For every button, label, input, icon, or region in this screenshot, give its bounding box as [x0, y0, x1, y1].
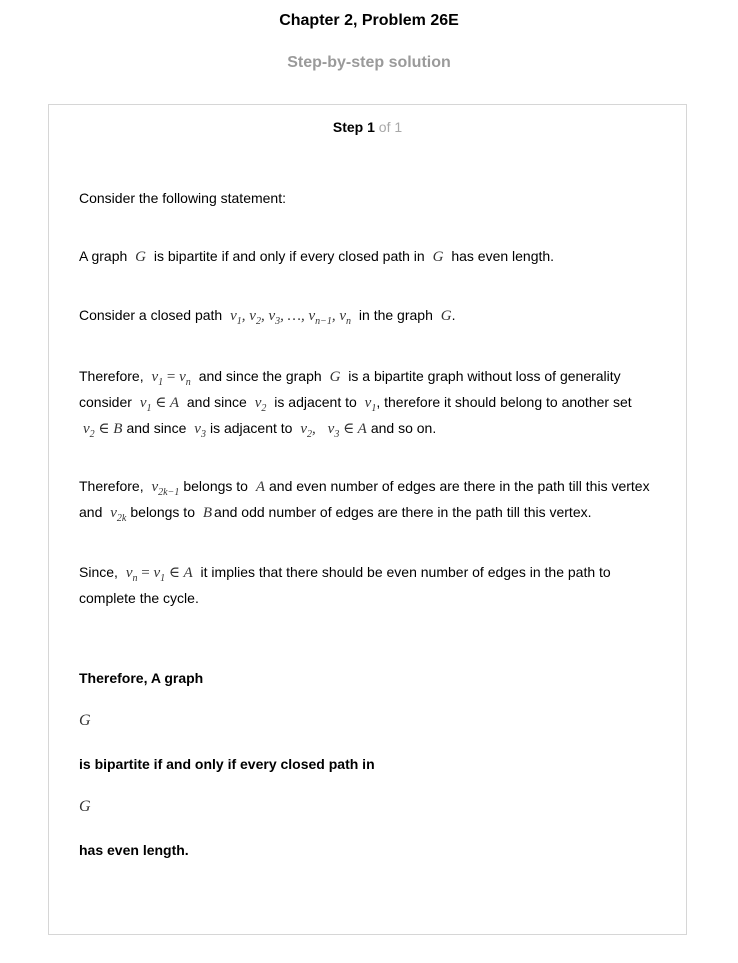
- math-v2: $v_2$: [254, 395, 267, 414]
- text-segment: and odd number of edges are there in the path till this vertex.: [214, 504, 592, 520]
- math-v3: $v_3$: [194, 421, 206, 440]
- text-segment: and since the graph: [198, 368, 322, 384]
- text-segment: Since,: [79, 564, 118, 580]
- math-v1: $v_1$: [364, 395, 377, 414]
- text-segment: has even length.: [451, 248, 555, 264]
- step-label: Step: [332, 119, 364, 135]
- step-of-total: of 1: [378, 119, 403, 135]
- text-segment: A graph: [79, 248, 128, 264]
- text-segment: is bipartite if and only if every closed path in: [153, 248, 425, 264]
- text-segment: it implies that there should be even number of edges in the path to complete the cycle.: [79, 564, 611, 606]
- final-answer-math-G: [79, 794, 659, 819]
- text-segment: is adjacent to: [274, 394, 357, 410]
- paragraph-intro: Consider the following statement:: [79, 190, 286, 206]
- step-number: 1: [367, 119, 375, 135]
- page-subtitle: Step-by-step solution: [287, 54, 451, 71]
- text-segment: belongs to: [130, 504, 195, 520]
- text-segment: .: [451, 307, 456, 323]
- math-v2: $v_2$,: [300, 421, 316, 440]
- math-G: G: [79, 798, 91, 815]
- text-segment: Therefore,: [79, 368, 144, 384]
- paragraph-closed-path: [79, 303, 659, 329]
- text-segment: and so on.: [370, 420, 437, 436]
- text-segment: and since: [186, 394, 247, 410]
- math-v3-in-A: $v_3$ ∈ A: [327, 421, 367, 440]
- text-segment: and since: [126, 420, 187, 436]
- math-B: B: [202, 505, 213, 521]
- math-v2k: $v_{2k}$: [110, 505, 127, 524]
- paragraph-statement: [79, 244, 659, 270]
- math-v2-in-B: $v_2$ ∈ B: [83, 421, 123, 440]
- text-segment: is a bipartite graph without loss of generality consider: [79, 368, 621, 410]
- math-vn-equals-v1-in-A: $v_n = v_1$ ∈ A: [125, 565, 193, 584]
- math-G: G: [79, 712, 91, 729]
- solution-card: [48, 104, 687, 935]
- math-closed-path: $v_1$, $v_2$, $v_3$, …, $v_{n-1}$, $v_n$: [230, 308, 352, 327]
- math-v1-equals-vn: $v_1 = v_n$: [151, 369, 191, 388]
- text-segment: is adjacent to: [209, 420, 293, 436]
- math-v1-in-A: $v_1$ ∈ A: [139, 395, 179, 414]
- text-segment: in the graph: [358, 307, 433, 323]
- final-answer-math-G: [79, 708, 659, 733]
- text-segment: Consider a closed path: [79, 307, 223, 323]
- math-G: G: [135, 249, 146, 265]
- math-G: G: [432, 249, 444, 265]
- math-G: G: [440, 308, 452, 324]
- text-segment: Therefore,: [79, 478, 144, 494]
- final-answer-line-1: Therefore, A graph: [79, 670, 204, 686]
- math-v2k-minus-1: $v_{2k-1}$: [151, 479, 180, 498]
- final-answer-line-2: is bipartite if and only if every closed path in: [79, 756, 375, 772]
- text-segment: , therefore it should belong to another set: [376, 394, 632, 410]
- final-answer-line-3: has even length.: [79, 842, 189, 858]
- step-heading: [49, 119, 686, 135]
- math-G: G: [329, 369, 341, 385]
- text-segment: belongs to: [183, 478, 248, 494]
- math-A: A: [255, 479, 266, 495]
- paragraph-bipartite-sets: [79, 364, 659, 442]
- paragraph-edge-parity: [79, 474, 659, 526]
- text-segment: and even number of edges are there in the path till this vertex and: [79, 478, 650, 520]
- page-title: Chapter 2, Problem 26E: [279, 12, 459, 29]
- paragraph-conclusion-reason: [79, 560, 659, 611]
